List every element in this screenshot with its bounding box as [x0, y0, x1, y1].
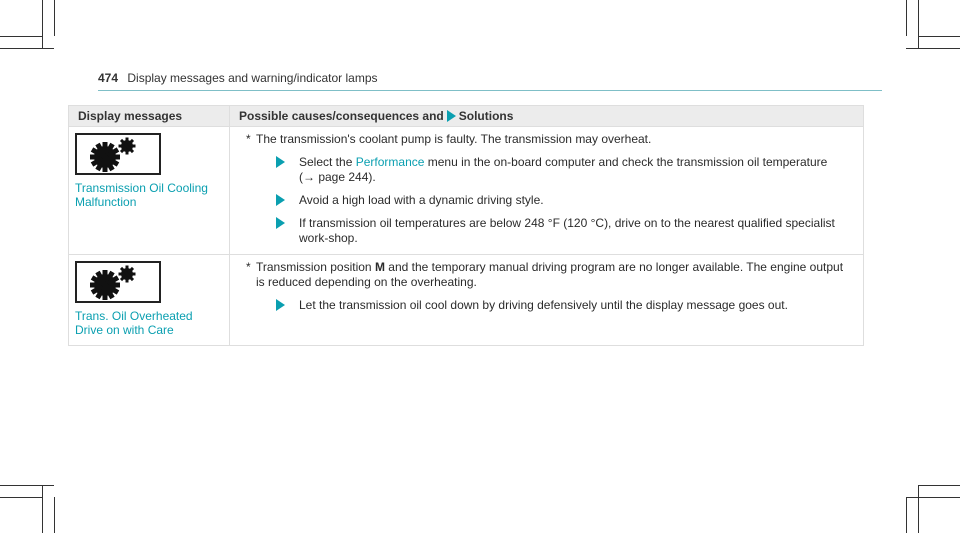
table-row [69, 127, 864, 255]
crop-mark [918, 0, 919, 48]
cause-text: and the temporary manual driving program are no longer available. The engine output is reduced depending on the overheating. [256, 260, 844, 289]
message-cell [69, 255, 230, 346]
cause-item: * Transmission position M and the temporary manual driving program are no longer available. The engine output is reduced depending on the overheating. [246, 260, 844, 289]
crop-mark [906, 48, 960, 49]
page-reference[interactable]: (→ page 244). [299, 170, 376, 184]
solution-text: menu in the on-board computer and check the transmission oil temperature [427, 155, 828, 169]
causes-cell [230, 127, 864, 255]
crop-mark [906, 497, 907, 533]
crop-mark [42, 485, 43, 533]
col-header-solutions-label: Solutions [458, 109, 514, 123]
solution-text: If transmission oil temperatures are below 248 °F (120 °C), drive on to the nearest qualified specialist work-shop. [299, 216, 835, 245]
solution-item [276, 298, 853, 313]
crop-mark [54, 497, 55, 533]
crop-mark [918, 36, 960, 37]
solution-text: Select the [299, 155, 353, 169]
cause-item: * The transmission's coolant pump is faulty. The transmission may overheat. [246, 132, 652, 146]
crop-mark [918, 485, 960, 486]
col-header-messages: Display messages [69, 106, 230, 127]
solution-arrow-icon [276, 156, 285, 168]
table-header-row [69, 106, 864, 127]
crop-mark [0, 36, 42, 37]
crop-mark [0, 485, 54, 486]
solution-arrow-icon [276, 299, 285, 311]
performance-menu-link[interactable]: Performance [355, 155, 425, 169]
solution-arrow-icon [447, 110, 456, 122]
crop-mark [0, 497, 42, 498]
message-text-line: Trans. Oil Overheated [75, 309, 193, 323]
causes-cell [230, 255, 864, 346]
message-text-line: Transmission Oil Cooling [75, 181, 208, 195]
cause-text: The transmission's coolant pump is faulty. The transmission may overheat. [256, 132, 652, 146]
solution-item [276, 193, 853, 208]
col-header-causes-label: Possible causes/consequences and [239, 109, 444, 123]
solution-item [276, 216, 853, 246]
message-text-line: Drive on with Care [75, 323, 174, 337]
display-messages-table [68, 105, 864, 346]
crop-mark [906, 497, 960, 498]
crop-mark [0, 48, 54, 49]
message-cell [69, 127, 230, 255]
gear-overheat-icon [75, 261, 161, 303]
crop-mark [918, 485, 919, 533]
crop-mark [906, 0, 907, 36]
solution-text: Avoid a high load with a dynamic driving style. [299, 193, 544, 207]
solution-arrow-icon [276, 217, 285, 229]
solution-item [276, 155, 853, 185]
page-title: Display messages and warning/indicator lamps [127, 71, 378, 85]
gear-position-label: M [374, 260, 385, 274]
solution-arrow-icon [276, 194, 285, 206]
cause-text: Transmission position [256, 260, 372, 274]
message-text-line: Malfunction [75, 195, 137, 209]
page-header [98, 71, 378, 85]
table-row [69, 255, 864, 346]
col-header-causes [230, 106, 864, 127]
page-number: 474 [98, 71, 119, 85]
crop-mark [42, 0, 43, 48]
crop-mark [54, 0, 55, 36]
header-rule [98, 90, 882, 91]
gear-overheat-icon [75, 133, 161, 175]
solution-text: Let the transmission oil cool down by driving defensively until the display message goes out. [299, 298, 788, 312]
